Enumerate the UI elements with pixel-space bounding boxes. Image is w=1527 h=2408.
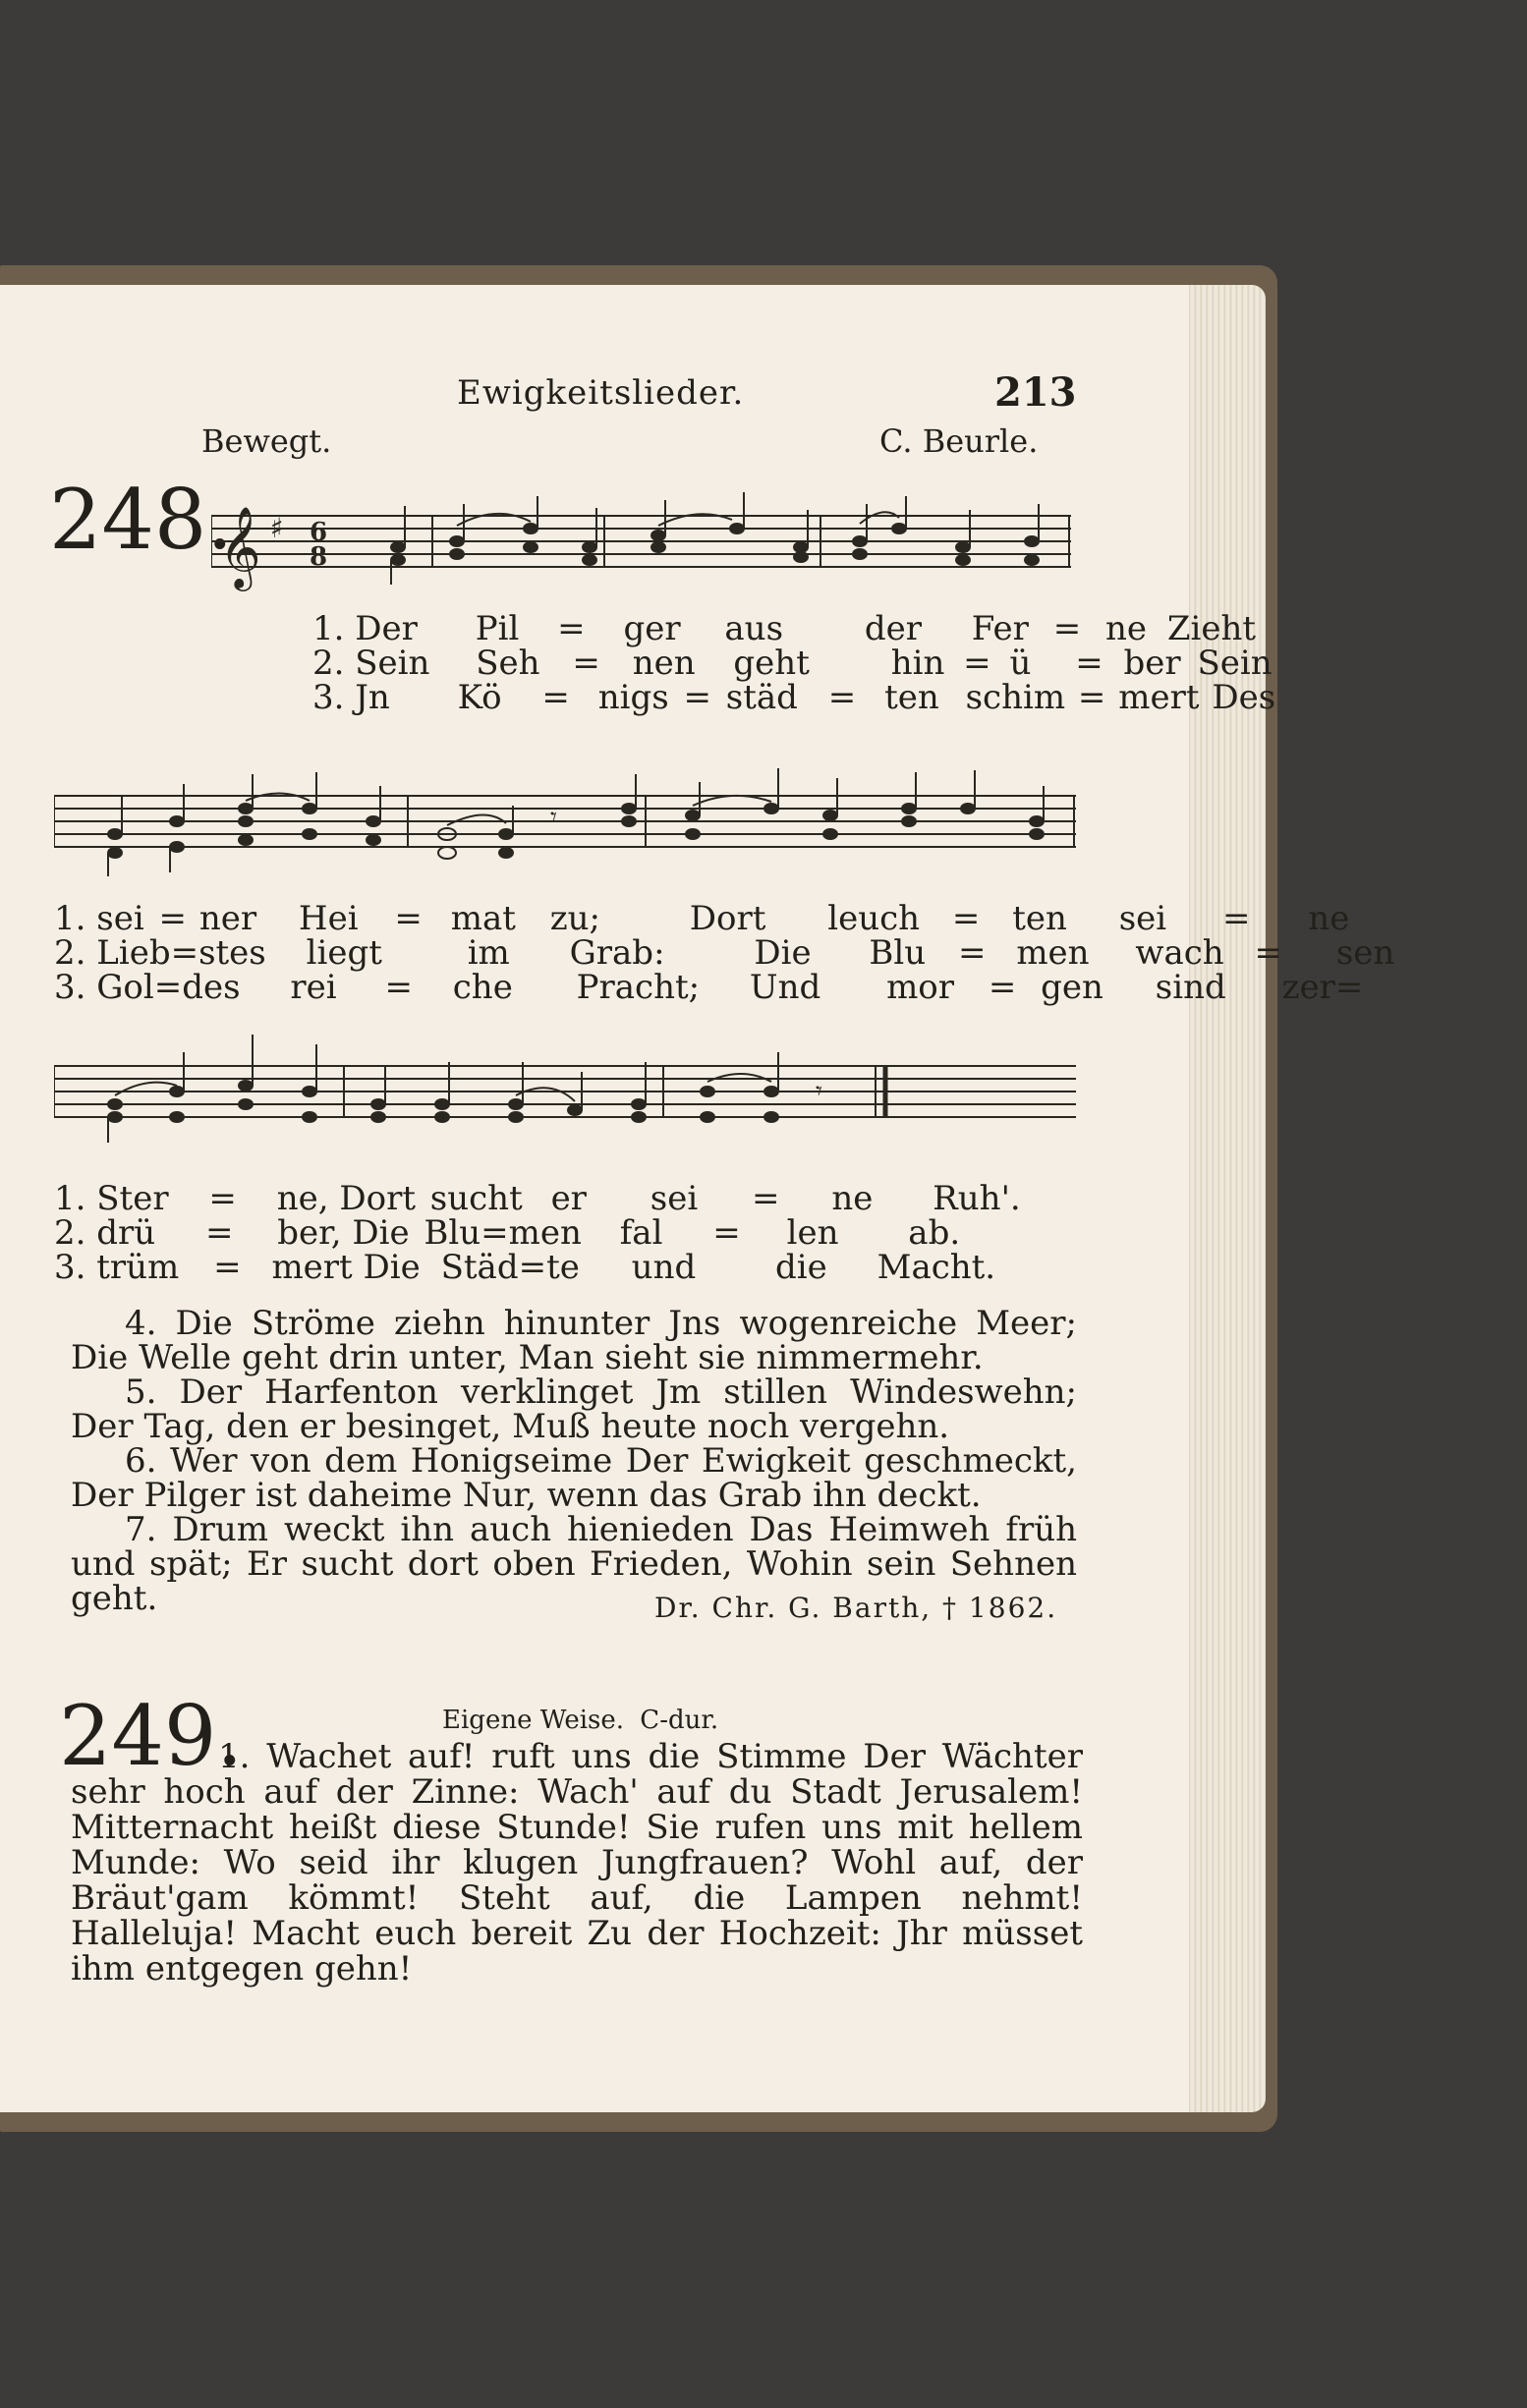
music-staff-system-1	[211, 486, 1076, 594]
lyric-line-2-3: 3. Gol=des rei = che Pracht; Und mor = gen sind zer=	[54, 968, 1364, 1007]
time-signature-bottom: 8	[310, 542, 328, 572]
lyric-line-1-2: 2. Sein Seh = nen geht hin = ü = ber Sein	[312, 644, 1272, 683]
hymn-number-249: 249.	[59, 1688, 244, 1784]
rest-icon: 𝄾	[816, 1077, 822, 1106]
verse-1-249: 1. Wachet auf! ruft uns die Stimme Der Wächter sehr hoch auf der Zinne: Wach' auf du Stadt Jerusalem! Mitternacht heißt diese Stunde! Sie rufen uns mit hellem Munde: Wo seid ihr klugen Jungfrauen? Wohl auf, der Bräut'gam kömmt! Steht auf, die Lampen nehmt! Halleluja! Macht euch bereit Zu der Hochzeit: Jhr müsset ihm entgegen gehn!	[71, 1737, 1083, 1988]
author-credit: Dr. Chr. G. Barth, † 1862.	[654, 1592, 1058, 1624]
running-head: Ewigkeitslieder.	[457, 373, 745, 413]
hymn-number-248: 248.	[49, 472, 234, 568]
tempo-marking: Bewegt.	[201, 422, 332, 460]
lyric-line-1-3: 3. Jn Kö = nigs = städ = ten schim = mert Des	[312, 678, 1276, 717]
lyric-line-3-2: 2. drü = ber, Die Blu=men fal = len ab.	[54, 1213, 961, 1253]
treble-clef-icon: 𝄞	[219, 505, 261, 588]
lyric-line-1-1: 1. Der Pil = ger aus der Fer = ne Zieht	[312, 609, 1257, 648]
verse-4: 4. Die Ströme ziehn hinunter Jns wogenreiche Meer; Die Welle geht drin unter, Man sieht sie nimmermehr.	[71, 1304, 1077, 1377]
verse-7: 7. Drum weckt ihn auch hienieden Das Heimweh früh und spät; Er sucht dort oben Frieden, Wohin sein Sehnen geht.	[71, 1510, 1077, 1618]
lyric-line-2-2: 2. Lieb=stes liegt im Grab: Die Blu = men wach = sen	[54, 933, 1395, 973]
lyric-line-3-3: 3. trüm = mert Die Städ=te und die Macht.	[54, 1248, 996, 1287]
music-staff-system-2	[54, 747, 1081, 894]
sharp-icon: ♯	[270, 512, 284, 544]
melody-note: Eigene Weise. C-dur.	[442, 1706, 719, 1735]
notes-system-1	[391, 492, 1039, 585]
verse-block-249	[71, 1739, 1083, 1987]
page-stack-edge	[1179, 285, 1266, 2112]
verse-6: 6. Wer von dem Honigseime Der Ewigkeit geschmeckt, Der Pilger ist daheime Nur, wenn das Grab ihn deckt.	[71, 1441, 1077, 1515]
time-signature-top: 6	[310, 518, 328, 547]
notes-system-3	[108, 1035, 778, 1143]
verse-5: 5. Der Harfenton verklinget Jm stillen Windeswehn; Der Tag, den er besinget, Muß heute noch vergehn.	[71, 1372, 1077, 1446]
page-number: 213	[994, 369, 1077, 416]
lyric-line-2-1: 1. sei = ner Hei = mat zu; Dort leuch = ten sei = ne	[54, 899, 1350, 938]
music-staff-system-3	[54, 1017, 1081, 1164]
book-page	[0, 285, 1395, 2112]
composer-credit: C. Beurle.	[879, 422, 1039, 460]
lyric-line-3-1: 1. Ster = ne, Dort sucht er sei = ne Ruh'.	[54, 1179, 1021, 1218]
verse-block-248	[71, 1304, 1077, 1618]
rest-icon: 𝄾	[550, 803, 557, 832]
